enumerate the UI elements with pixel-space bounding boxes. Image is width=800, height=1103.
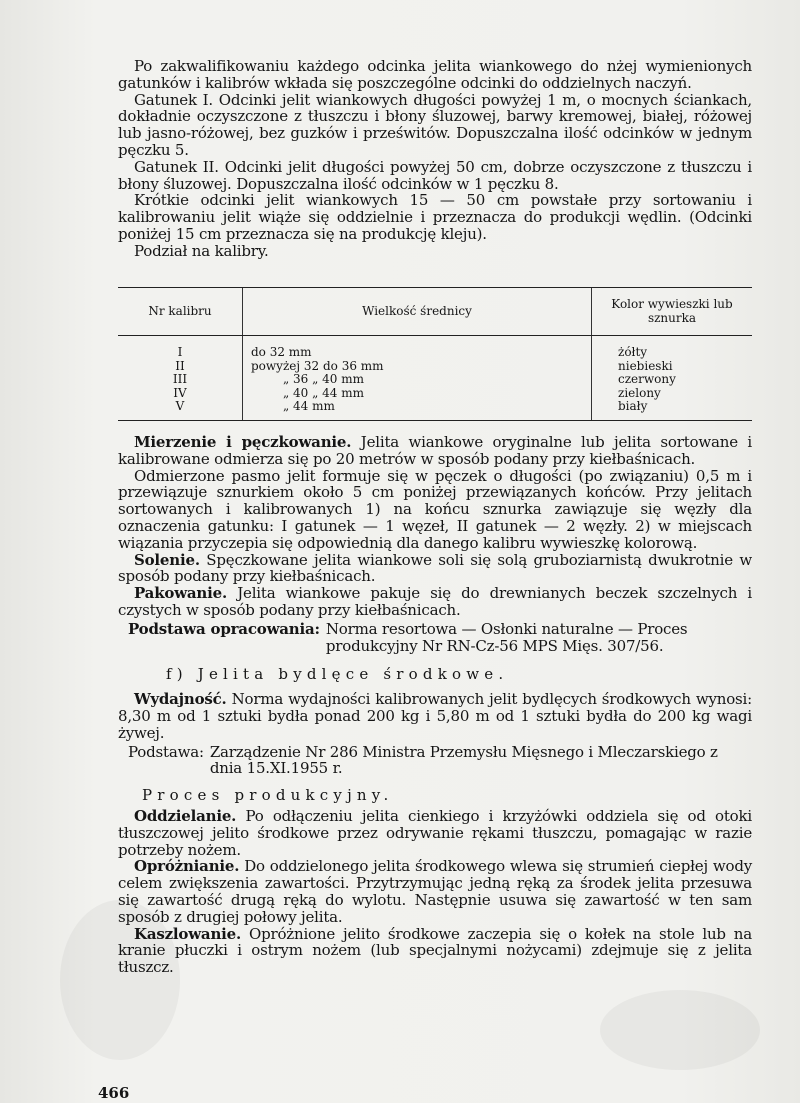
paragraph-calibers-intro: Podział na kalibry. — [134, 241, 269, 260]
section-heading: f) Jelita bydlęce środkowe. — [166, 665, 509, 684]
table-header: Kolor wywieszki lub sznurka — [592, 288, 753, 336]
paragraph-yield: Wydajność. Norma wydajności kalibrowanych jelit bydlęcych środkowych wynosi: 8,30 m od 1 sztuki bydła ponad 200 kg i 5,80 m od 1 sztuki bydła do 200 kg wagi żywej. — [118, 690, 752, 742]
table-cell: I — [177, 345, 183, 359]
table-cell: „ 40 „ 44 mm — [243, 387, 592, 401]
run-in-heading: Mierzenie i pęczkowanie. — [134, 433, 352, 451]
table-cell: czerwony — [592, 373, 753, 387]
table-cell: żółty — [592, 346, 753, 360]
table-cell: IV — [173, 385, 187, 400]
paragraph-salting: Solenie. Spęczkowane jelita wiankowe soli się solą gruboziarnistą dwukrotnie w sposób podany przy kiełbaśnicach. — [118, 550, 752, 586]
table-row — [118, 400, 752, 420]
table-cell: zielony — [592, 387, 753, 401]
paragraph-measuring: Mierzenie i pęczkowanie. Jelita wiankowe oryginalne lub jelita sortowane i kalibrowane odmierza się po 20 metrów w sposób podany przy kiełbaśnicach. — [118, 433, 752, 468]
source-label: Podstawa opracowania: — [128, 619, 320, 638]
source-note — [118, 621, 752, 655]
subsection-heading: Proces produkcyjny. — [142, 786, 394, 805]
basis-label: Podstawa: — [128, 742, 204, 761]
paragraph-defatting: Kaszlowanie. Opróżnione jelito środkowe zaczepia się o kołek na stole lub na kranie płuczki i ostrym nożem (lub specjalnymi nożycami) zdejmuje się z jelita tłuszcz. — [118, 924, 752, 977]
paragraph-gatunek-1: Gatunek I. Odcinki jelit wiankowych długości powyżej 1 m, o mocnych ściankach, dokładnie oczyszczone z tłuszczu i błony śluzowej, barwy kremowej, białej, różowej lub jasno-różowej, bez guzków i prześwitów. Dopuszczalna ilość odcinków w jednym pęczku 5. — [118, 90, 752, 159]
table-row — [118, 387, 752, 401]
table-cell: biały — [592, 400, 753, 420]
table-row — [118, 373, 752, 387]
table-cell: „ 36 „ 40 mm — [243, 373, 592, 387]
paragraph-short-pieces: Krótkie odcinki jelit wiankowych 15 — 50 cm powstałe przy sortowaniu i kalibrowaniu jelit wiąże się oddzielnie i przeznacza do produkcji wędlin. (Odcinki poniżej 15 cm przeznacza się na produkcję kleju). — [118, 191, 752, 243]
table-cell: V — [118, 400, 243, 420]
paragraph-emptying: Opróżnianie. Do oddzielonego jelita środkowego wlewa się strumień ciepłej wody celem zwiększenia zawartości. Przytrzymując jedną ręką za środek jelita przesuwa się zawartość drugą ręką do wylotu. Następnie usuwa się zawartość w ten sam sposób z drugiej połowy jelita. — [118, 857, 752, 926]
run-in-heading: Solenie. — [134, 550, 200, 569]
paragraph-separating: Oddzielanie. Po odłączeniu jelita cienkiego i krzyżówki oddziela się od otoki tłuszczowej jelito środkowe przez odrywanie rękami tłuszczu, pomagając w razie potrzeby nożem. — [118, 806, 752, 859]
body-block — [118, 434, 752, 976]
run-in-heading: Opróżnianie. — [134, 857, 240, 876]
paper-stain — [600, 990, 760, 1070]
paragraph-intro: Po zakwalifikowaniu każdego odcinka jelita wiankowego do nżej wymienionych gatunków i kalibrów wkłada się poszczególne odcinki do oddzielnych naczyń. — [118, 57, 752, 92]
table-row — [118, 346, 752, 360]
source-value: Norma resortowa — Osłonki naturalne — Proces produkcyjny Nr RN-Cz-56 MPS Mięs. 307/56. — [325, 619, 688, 655]
table-header: Wielkość średnicy — [243, 288, 592, 336]
table-header-row — [118, 288, 752, 336]
paragraph-packing: Pakowanie. Jelita wiankowe pakuje się do drewnianych beczek szczelnych i czystych w sposób podany przy kiełbaśnicach. — [118, 584, 752, 619]
table-header: Nr kalibru — [118, 288, 243, 336]
run-in-heading: Oddzielanie. — [134, 806, 237, 825]
page-number: 466 — [98, 1084, 130, 1102]
basis-note — [118, 744, 752, 778]
paragraph-gatunek-2: Gatunek II. Odcinki jelit długości powyżej 50 cm, dobrze oczyszczone z tłuszczu i błony śluzowej. Dopuszczalna ilość odcinków w 1 pęczku 8. — [118, 157, 752, 193]
basis-value: Zarządzenie Nr 286 Ministra Przemysłu Mięsnego i Mleczarskiego z dnia 15.XI.1955 r. — [209, 742, 718, 778]
table-cell: „ 44 mm — [243, 400, 592, 420]
table-row — [118, 360, 752, 374]
paragraph-bundling: Odmierzone pasmo jelit formuje się w pęczek o długości (po związaniu) 0,5 m i przewiązuje sznurkiem około 5 cm poniżej przewiązanych końców. Przy jelitach sortowanych i kalibrowanych 1) na końcu sznurka zawiązuje się węzły dla oznaczenia gatunku: I gatunek — 1 węzeł, II gatunek — 2 węzły. 2) w miejscach wiązania przyczepia się odpowiednią dla danego kalibru wywieszkę kolorową. — [118, 466, 752, 552]
intro-block — [118, 58, 752, 260]
run-in-heading: Pakowanie. — [134, 584, 227, 603]
table-cell: powyżej 32 do 36 mm — [243, 360, 592, 374]
table-cell: do 32 mm — [243, 346, 592, 360]
run-in-heading: Kaszlowanie. — [134, 924, 242, 943]
caliber-table — [118, 287, 752, 421]
table-cell: II — [175, 358, 185, 373]
run-in-heading: Wydajność. — [134, 690, 227, 709]
table-cell: III — [172, 372, 188, 386]
table-cell: niebieski — [592, 360, 753, 374]
